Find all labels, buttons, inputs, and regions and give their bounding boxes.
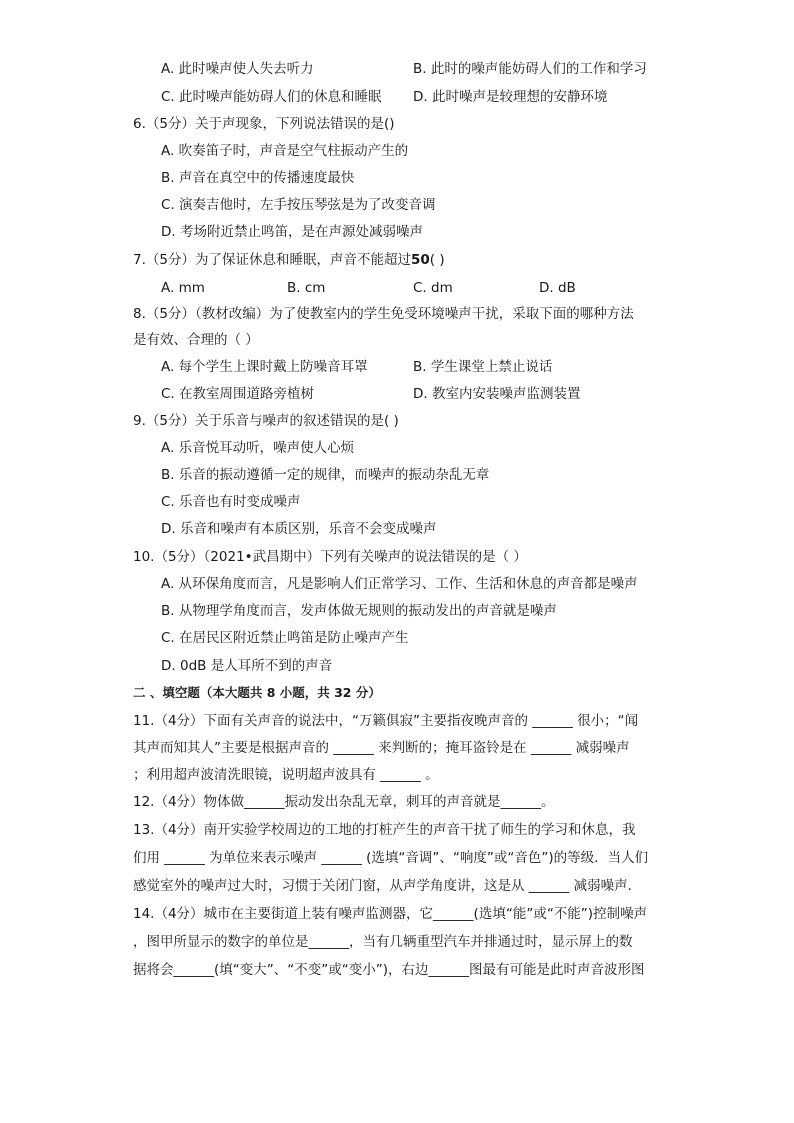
- q5-option-d: D. 此时噪声是较理想的安静环境: [413, 89, 608, 105]
- q14-line3: 据将会______(填“变大”、“不变”或“变小”)，右边______图最有可能是此时声音波形图: [133, 962, 645, 978]
- q9-option-c: C. 乐音也有时变成噪声: [161, 494, 301, 510]
- q5-option-b: B. 此时的噪声能妨碍人们的工作和学习: [413, 61, 647, 77]
- q10-option-d: D. 0dB 是人耳所不到的声音: [161, 658, 333, 674]
- q7-stem: [133, 250, 445, 270]
- q7-option-d: D. dB: [539, 280, 576, 296]
- q10-stem: 10.（5分）（2021•武昌期中）下列有关噪声的说法错误的是（ ）: [133, 549, 527, 565]
- q8-option-d: D. 教室内安装噪声监测装置: [413, 386, 581, 402]
- q13-line3: 感觉室外的噪声过大时，习惯于关闭门窗，从声学角度讲，这是从 ______ 减弱噪声．: [133, 878, 642, 894]
- q11-line1: 11.（4分）下面有关声音的说法中，“万籁俱寂”主要指夜晚声音的 ______ 很小；“闻: [133, 713, 639, 729]
- q7-stem-paren: ( ): [429, 252, 445, 268]
- q8-stem-line1: 8.（5分）（教材改编）为了使教室内的学生免受环境噪声干扰，采取下面的哪种方法: [133, 306, 634, 322]
- q14-line1: 14.（4分）城市在主要街道上装有噪声监测器，它______(选填“能”或“不能”)控制噪声: [133, 906, 648, 922]
- q10-option-a: A. 从环保角度而言，凡是影响人们正常学习、工作、生活和休息的声音都是噪声: [161, 576, 638, 592]
- q6-option-b: B. 声音在真空中的传播速度最快: [161, 170, 355, 186]
- section-heading-fill-blank: 二 、填空题（本大题共 8 小题，共 32 分）: [133, 685, 381, 700]
- q14-line2: ，图甲所显示的数字的单位是______，当有几辆重型汽车并排通过时，显示屏上的数: [133, 934, 633, 950]
- q5-option-c: C. 此时噪声能妨碍人们的休息和睡眠: [161, 89, 382, 105]
- q11-line3: ；利用超声波清洗眼镜，说明超声波具有 ______ 。: [133, 767, 439, 783]
- q8-option-b: B. 学生课堂上禁止说话: [413, 359, 553, 375]
- q7-option-c: C. dm: [413, 280, 453, 296]
- q7-stem-text: 7.（5分）为了保证休息和睡眠，声音不能超过: [133, 252, 411, 268]
- q9-stem: 9.（5分）关于乐音与噪声的叙述错误的是( ): [133, 413, 399, 429]
- q5-option-a: A. 此时噪声使人失去听力: [161, 61, 314, 77]
- q9-option-b: B. 乐音的振动遵循一定的规律，而噪声的振动杂乱无章: [161, 467, 490, 483]
- q11-line2: 其声而知其人”主要是根据声音的 ______ 来判断的；掩耳盗铃是在 ______ 减弱噪声: [133, 740, 630, 756]
- q7-option-b: B. cm: [287, 280, 326, 296]
- q6-stem: 6.（5分）关于声现象，下列说法错误的是(): [133, 116, 395, 132]
- q13-line2: 们用 ______ 为单位来表示噪声 ______ (选填“音调”、“响度”或“音色”)的等级．当人们: [133, 850, 649, 866]
- q8-option-c: C. 在教室周围道路旁植树: [161, 386, 315, 402]
- q10-option-c: C. 在居民区附近禁止鸣笛是防止噪声产生: [161, 630, 409, 646]
- q8-stem-line2: 是有效、合理的（ ）: [133, 332, 259, 348]
- q8-option-a: A. 每个学生上课时戴上防噪音耳罩: [161, 359, 368, 375]
- q9-option-d: D. 乐音和噪声有本质区别，乐音不会变成噪声: [161, 521, 437, 537]
- q6-option-c: C. 演奏吉他时，左手按压琴弦是为了改变音调: [161, 197, 436, 213]
- q7-option-a: A. mm: [161, 280, 205, 296]
- q6-option-a: A. 吹奏笛子时，声音是空气柱振动产生的: [161, 143, 409, 159]
- q9-option-a: A. 乐音悦耳动听，噪声使人心烦: [161, 440, 355, 456]
- q12-line1: 12.（4分）物体做______振动发出杂乱无章，刺耳的声音就是______。: [133, 794, 555, 810]
- q10-option-b: B. 从物理学角度而言，发声体做无规则的振动发出的声音就是噪声: [161, 603, 557, 619]
- q13-line1: 13.（4分）南开实验学校周边的工地的打桩产生的声音干扰了师生的学习和休息，我: [133, 822, 636, 838]
- q7-stem-number: 50: [410, 252, 430, 268]
- q6-option-d: D. 考场附近禁止鸣笛，是在声源处减弱噪声: [161, 224, 423, 240]
